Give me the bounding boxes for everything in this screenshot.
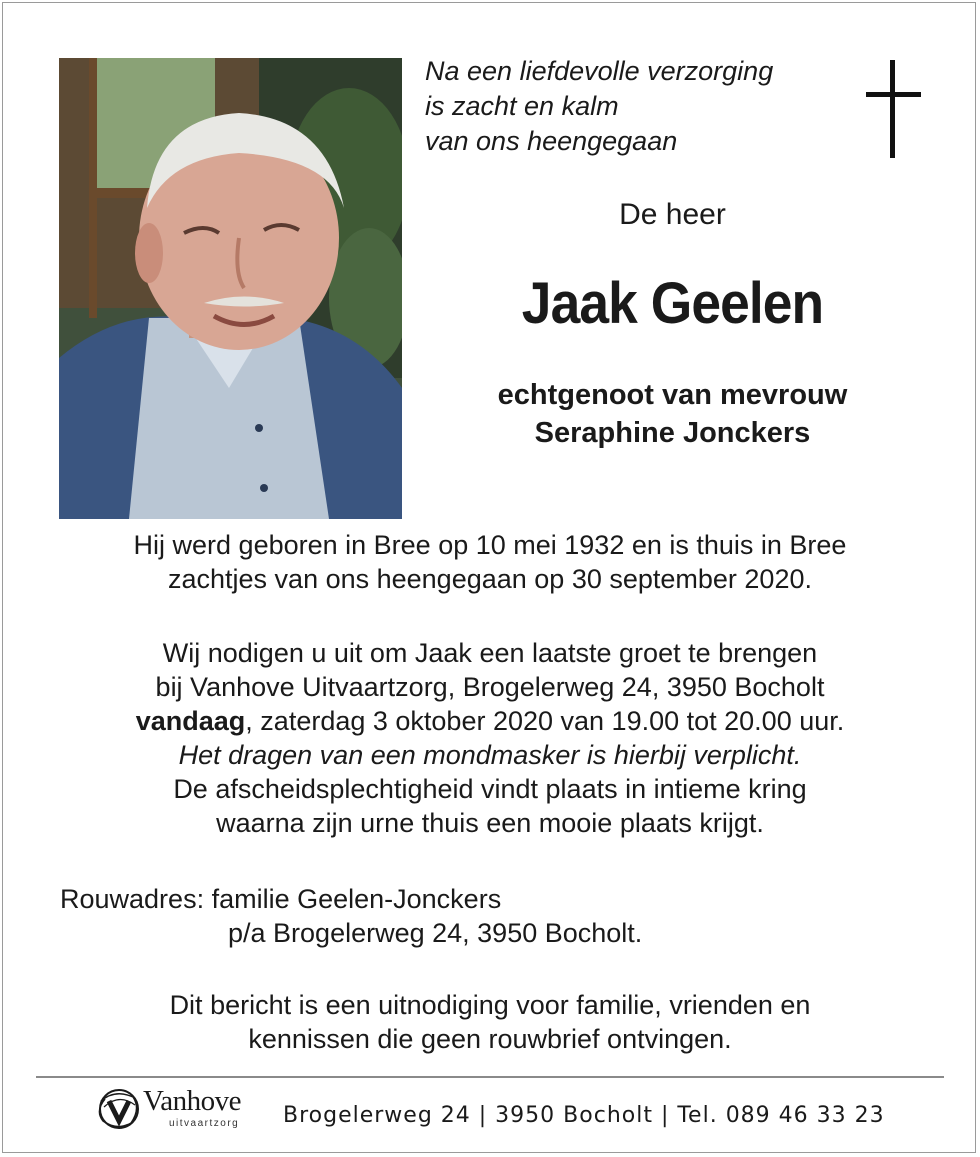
portrait-photo <box>59 58 402 519</box>
poem-line: Na een liefdevolle verzorging <box>425 56 774 86</box>
address-line: Rouwadres: familie Geelen-Jonckers <box>60 884 502 914</box>
poem-line: is zacht en kalm <box>425 91 619 121</box>
deceased-name: Jaak Geelen <box>521 271 824 336</box>
date-time: , zaterdag 3 oktober 2020 van 19.00 tot 20.00 uur. <box>245 706 845 736</box>
paragraph-line: zachtjes van ons heengegaan op 30 september 2020. <box>168 564 812 594</box>
footer-contact: Brogelerweg 24 | 3950 Bocholt | Tel. 089 46 33 23 <box>283 1103 885 1128</box>
paragraph-line: waarna zijn urne thuis een mooie plaats krijgt. <box>216 808 764 838</box>
spouse-info <box>420 376 925 452</box>
address-line: p/a Brogelerweg 24, 3950 Bocholt. <box>228 918 643 948</box>
mask-notice: Het dragen van een mondmasker is hierbij verplicht. <box>178 740 802 770</box>
paragraph-line: bij Vanhove Uitvaartzorg, Brogelerweg 24, 3950 Bocholt <box>155 672 825 702</box>
notice-paragraph <box>40 988 940 1056</box>
paragraph-line: kennissen die geen rouwbrief ontvingen. <box>248 1024 732 1054</box>
paragraph-line <box>40 704 940 738</box>
today-emphasis: vandaag <box>135 706 246 736</box>
spouse-name: Seraphine Jonckers <box>534 417 811 449</box>
mourning-address <box>60 882 940 950</box>
honorific: De heer <box>619 198 726 231</box>
footer-divider <box>36 1076 944 1078</box>
logo-subtitle: uitvaartzorg <box>169 1118 240 1129</box>
vanhove-logo-icon <box>95 1087 143 1131</box>
paragraph-line: Hij werd geboren in Bree op 10 mei 1932 en is thuis in Bree <box>133 530 847 560</box>
logo-wordmark: Vanhove <box>143 1085 241 1117</box>
spouse-line: echtgenoot van mevrouw <box>497 379 848 411</box>
poem <box>425 54 845 159</box>
birth-death-paragraph <box>40 528 940 596</box>
cross-icon <box>862 60 926 160</box>
paragraph-line: De afscheidsplechtigheid vindt plaats in intieme kring <box>173 774 807 804</box>
paragraph-line: Wij nodigen u uit om Jaak een laatste groet te brengen <box>162 638 818 668</box>
poem-line: van ons heengegaan <box>425 126 678 156</box>
vanhove-logo <box>95 1085 275 1135</box>
paragraph-line: Dit bericht is een uitnodiging voor familie, vrienden en <box>169 990 811 1020</box>
invitation-paragraph <box>40 636 940 840</box>
